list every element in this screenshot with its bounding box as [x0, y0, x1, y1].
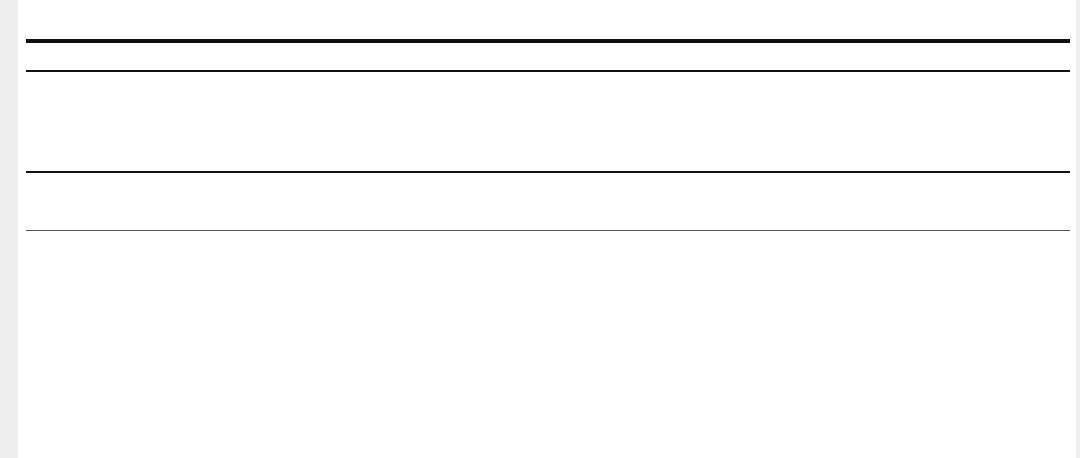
header-underline	[26, 230, 1070, 231]
results-sheet	[18, 0, 1076, 458]
top-rule	[26, 39, 1070, 43]
results-table	[18, 208, 1076, 231]
table-header	[18, 208, 1076, 230]
checkered-flag-icon	[790, 72, 1076, 168]
header-bottom-rule	[26, 171, 1070, 173]
